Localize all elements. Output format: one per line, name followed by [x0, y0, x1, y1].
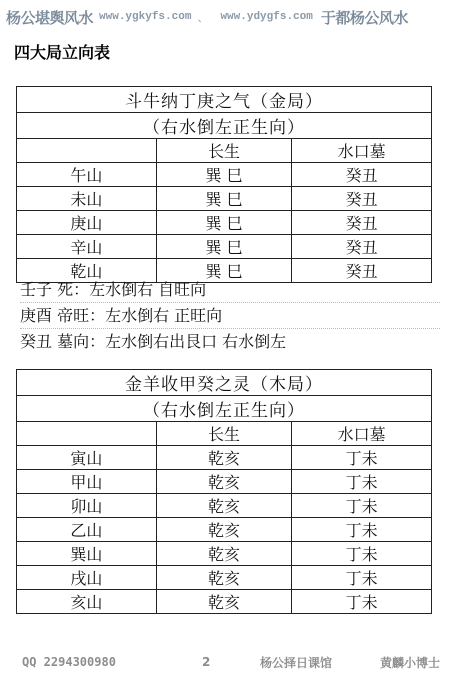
- table-header-row: [17, 139, 432, 163]
- column-header: [17, 422, 157, 446]
- table-cell: 丁未: [292, 446, 432, 470]
- column-header: 长生: [156, 422, 292, 446]
- note-line: 壬子 死：左水倒右 自旺向: [20, 277, 440, 303]
- table-row: [17, 235, 432, 259]
- table-title-row: [17, 87, 432, 113]
- table-cell: 巽 巳: [156, 163, 292, 187]
- table-cell: 乾山: [17, 259, 157, 283]
- table-cell: 辛山: [17, 235, 157, 259]
- header-left-brand: 杨公堪舆风水: [6, 8, 94, 27]
- table-cell: 丁未: [292, 566, 432, 590]
- footer-page-number: 2: [202, 655, 211, 669]
- table-cell: 丁未: [292, 590, 432, 614]
- table-cell: 庚山: [17, 211, 157, 235]
- notes-block: [20, 277, 440, 354]
- header-url-1[interactable]: www.ygkyfs.com: [99, 11, 192, 23]
- table-cell: 乾亥: [156, 566, 292, 590]
- column-header: 水口墓: [292, 422, 432, 446]
- table-cell: 乾亥: [156, 542, 292, 566]
- table-cell: 乾亥: [156, 518, 292, 542]
- note-line: 庚酉 帝旺：左水倒右 正旺向: [20, 303, 440, 329]
- table-cell: 乾亥: [156, 446, 292, 470]
- table-subtitle: （右水倒左正生向）: [17, 396, 432, 422]
- table-cell: 癸丑: [292, 259, 432, 283]
- table-subtitle-row: [17, 113, 432, 139]
- page-title: 四大局立向表: [14, 43, 111, 62]
- table-cell: 巽 巳: [156, 187, 292, 211]
- table-title: 金羊收甲癸之灵（木局）: [17, 370, 432, 396]
- table-cell: 卯山: [17, 494, 157, 518]
- table-row: [17, 187, 432, 211]
- header-separator: 、: [197, 11, 209, 24]
- column-header: 水口墓: [292, 139, 432, 163]
- table-row: [17, 494, 432, 518]
- table-cell: 丁未: [292, 470, 432, 494]
- page-footer: [0, 652, 473, 672]
- table-cell: 乾亥: [156, 590, 292, 614]
- table-cell: 癸丑: [292, 187, 432, 211]
- table-cell: 乙山: [17, 518, 157, 542]
- table-cell: 癸丑: [292, 163, 432, 187]
- table-subtitle: （右水倒左正生向）: [17, 113, 432, 139]
- column-header: 长生: [156, 139, 292, 163]
- table-title-row: [17, 370, 432, 396]
- table-row: [17, 566, 432, 590]
- footer-studio: 杨公择日课馆: [260, 655, 333, 670]
- table-cell: 戌山: [17, 566, 157, 590]
- table-cell: 亥山: [17, 590, 157, 614]
- footer-author: 黄麟小博士: [380, 655, 441, 670]
- footer-qq: QQ 2294300980: [22, 655, 116, 669]
- table-header-row: [17, 422, 432, 446]
- header-right-brand: 于都杨公风水: [320, 8, 408, 27]
- table-mu-ju: [16, 369, 432, 614]
- table-cell: 丁未: [292, 494, 432, 518]
- table-row: [17, 518, 432, 542]
- note-line: 癸丑 墓向：左水倒右出艮口 右水倒左: [20, 332, 287, 351]
- table-cell: 未山: [17, 187, 157, 211]
- column-header: [17, 139, 157, 163]
- table-cell: 癸丑: [292, 211, 432, 235]
- table-cell: 巽 巳: [156, 235, 292, 259]
- header-url-2[interactable]: www.ydygfs.com: [220, 11, 313, 23]
- table-cell: 癸丑: [292, 235, 432, 259]
- table-row: [17, 470, 432, 494]
- table-row: [17, 211, 432, 235]
- table-title: 斗牛纳丁庚之气（金局）: [17, 87, 432, 113]
- page-header: [0, 4, 473, 30]
- table-cell: 丁未: [292, 518, 432, 542]
- table-subtitle-row: [17, 396, 432, 422]
- table-cell: 巽 巳: [156, 259, 292, 283]
- table-cell: 丁未: [292, 542, 432, 566]
- table-cell: 午山: [17, 163, 157, 187]
- table-row: [17, 446, 432, 470]
- table-cell: 寅山: [17, 446, 157, 470]
- table-cell: 巽山: [17, 542, 157, 566]
- table-cell: 巽 巳: [156, 211, 292, 235]
- table-row: [17, 542, 432, 566]
- table-cell: 乾亥: [156, 494, 292, 518]
- table-cell: 甲山: [17, 470, 157, 494]
- table-jin-ju: [16, 86, 432, 283]
- table-row: [17, 590, 432, 614]
- table-cell: 乾亥: [156, 470, 292, 494]
- table-row: [17, 163, 432, 187]
